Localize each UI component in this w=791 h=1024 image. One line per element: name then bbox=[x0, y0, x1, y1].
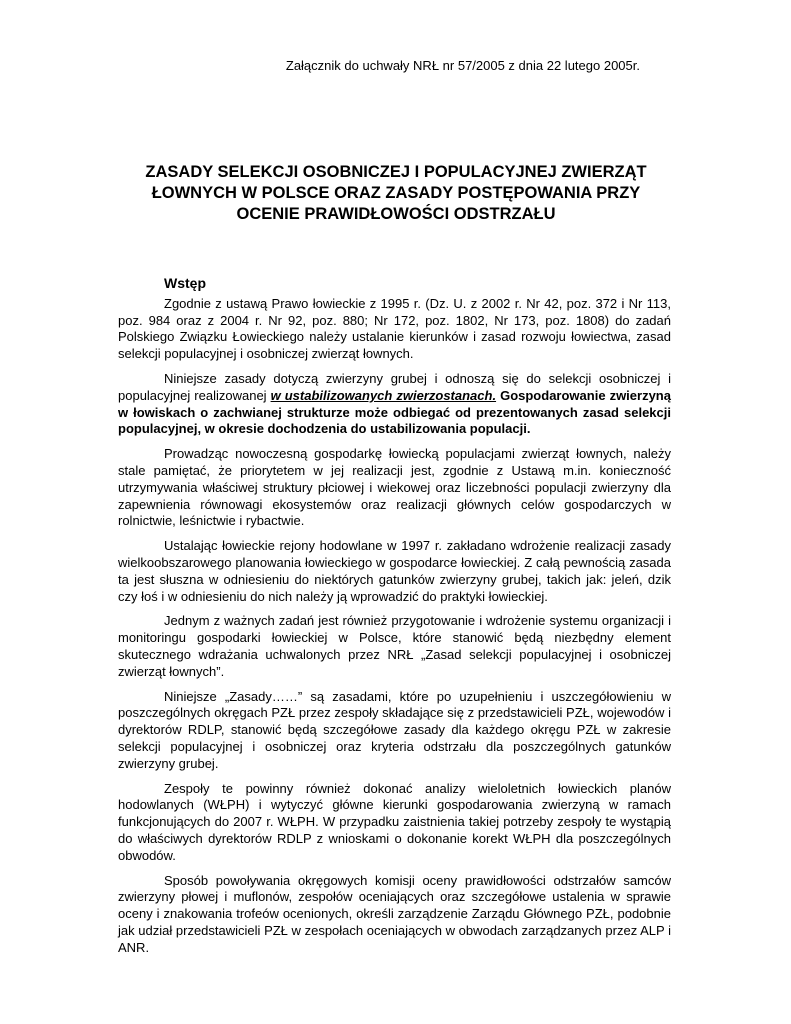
title-line-1: ZASADY SELEKCJI OSOBNICZEJ I POPULACYJNEJ ZWIERZĄT bbox=[145, 163, 647, 181]
paragraph-1: Zgodnie z ustawą Prawo łowieckie z 1995 r. (Dz. U. z 2002 r. Nr 42, poz. 372 i Nr 113, poz. 984 oraz z 2004 r. Nr 92, poz. 880; Nr 172, poz. 1802, Nr 173, poz. 1808) do zadań Polskiego Związku Łowieckiego należy ustalanie kierunków i zasad rozwoju łowiectwa, zasad selekcji populacyjnej i osobniczej zwierząt łownych. bbox=[118, 295, 671, 362]
paragraph-6: Niniejsze „Zasady……” są zasadami, które po uzupełnieniu i uszczegółowieniu w poszczególnych okręgach PZŁ przez zespoły składające się z przedstawicieli PZŁ, wojewodów i dyrektorów RDLP, stanowić będą szczegółowe zasady dla każdego okręgu PZŁ w zakresie selekcji populacyjnej i osobniczej oraz kryteria odstrzału dla poszczególnych gatunków zwierzyny grubej. bbox=[118, 688, 671, 771]
paragraph-2-bold: Gospodarowanie zwierzyną w łowiskach o zachwianej strukturze może odbiegać od prezentowanych zasad selekcji populacyjnej, w okresie dochodzenia do ustabilizowania populacji. bbox=[118, 387, 671, 437]
title-line-3: OCENIE PRAWIDŁOWOŚCI ODSTRZAŁU bbox=[236, 205, 556, 223]
title-line-2: ŁOWNYCH W POLSCE ORAZ ZASADY POSTĘPOWANIA PRZY bbox=[151, 184, 641, 202]
section-heading: Wstęp bbox=[164, 275, 206, 291]
document-body bbox=[118, 275, 671, 964]
paragraph-7: Zespoły te powinny również dokonać analizy wieloletnich łowieckich planów hodowlanych (WŁPH) i wytyczyć główne kierunki gospodarowania zwierzyną w ramach funkcjonujących do 2007 r. WŁPH. W przypadku zaistnienia takiej potrzeby zespoły te wystąpią do właściwych dyrektorów RDLP z wnioskami o dokonanie korekt WŁPH dla poszczególnych obwodów. bbox=[118, 780, 671, 863]
paragraph-2 bbox=[118, 371, 671, 438]
paragraph-4: Ustalając łowieckie rejony hodowlane w 1997 r. zakładano wdrożenie realizacji zasady wielkoobszarowego planowania łowieckiego w gospodarce łowieckiej. Z całą pewnością zasada ta jest słuszna w odniesieniu do niektórych gatunków zwierzyny grubej, takich jak: jeleń, dzik czy łoś i w odniesieniu do nich należy ją wprowadzić do praktyki łowieckiej. bbox=[118, 538, 671, 604]
paragraph-5: Jednym z ważnych zadań jest również przygotowanie i wdrożenie systemu organizacji i monitoringu gospodarki łowieckiej w Polsce, które stanowić będą niezbędny element skutecznego wdrażania uchwalonych przez NRŁ „Zasad selekcji populacyjnej i osobniczej zwierząt łownych”. bbox=[118, 613, 671, 679]
annex-note: Załącznik do uchwały NRŁ nr 57/2005 z dnia 22 lutego 2005r. bbox=[285, 58, 640, 73]
paragraph-3: Prowadząc nowoczesną gospodarkę łowiecką populacjami zwierząt łownych, należy stale pamiętać, że priorytetem w jej realizacji jest, zgodnie z Ustawą m.in. konieczność utrzymywania właściwej struktury płciowej i wiekowej oraz liczebności populacji zwierzyny dla zapewnienia równowagi ekosystemów oraz realizacji głównych celów gospodarczych w rolnictwie, leśnictwie i rybactwie. bbox=[118, 446, 671, 529]
paragraph-2-emphasis: w ustabilizowanych zwierzostanach. bbox=[270, 387, 497, 403]
paragraph-8: Sposób powoływania okręgowych komisji oceny prawidłowości odstrzałów samców zwierzyny płowej i muflonów, zespołów oceniających oraz szczegółowe ustalenia w sprawie oceny i znakowania trofeów ocenionych, określi zarządzenie Zarządu Głównego PZŁ, podobnie jak udział przedstawicieli PZŁ w zespołach oceniających w obwodach zarządzanych przez ALP i ANR. bbox=[118, 872, 671, 955]
paragraph-2-text: Niniejsze zasady dotyczą zwierzyny grubej i odnoszą się do selekcji osobniczej i populacyjnej realizowanej bbox=[118, 370, 671, 403]
document-title bbox=[118, 162, 674, 225]
